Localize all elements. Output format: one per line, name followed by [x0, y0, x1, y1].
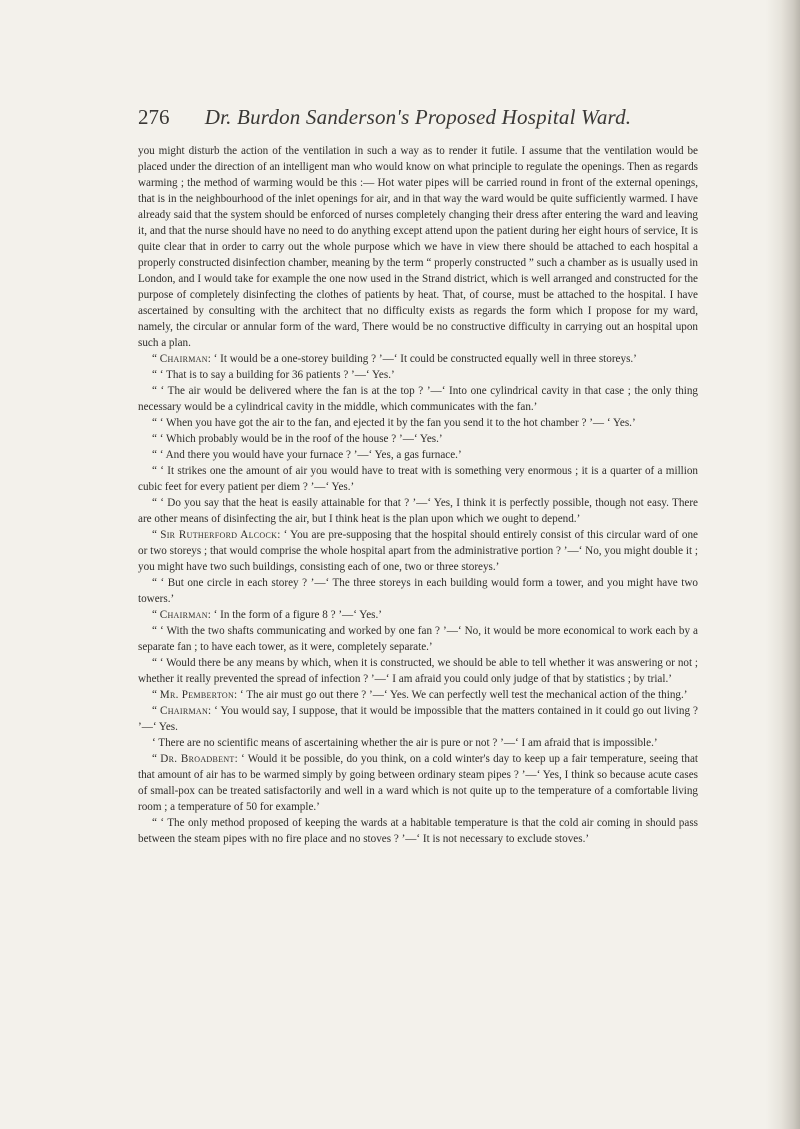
- paragraph: “ ‘ Do you say that the heat is easily attainable for that ? ’—‘ Yes, I think it is perfectly possible, though not easy. There are other means of disinfecting the air, but I think heat is the plan upon which we ought to depend.’: [138, 497, 698, 525]
- paragraph: “ Dr. Broadbent: ‘ Would it be possible, do you think, on a cold winter's day to keep up a fair temperature, seeing that that amount of air has to be warmed simply by going between ordinary steam pipes ? ’—‘ Yes, I think so because acute cases of small-pox can be treated satisfactorily and well in a ward which is not quite up to the temperature of a comfortable living room ; a temperature of 50 for example.’: [138, 753, 699, 813]
- paragraph: “ ‘ Which probably would be in the roof of the house ? ’—‘ Yes.’: [152, 433, 443, 445]
- paragraph: “ Chairman: ‘ In the form of a figure 8 ? ’—‘ Yes.’: [152, 609, 382, 621]
- page-number: 276: [138, 105, 170, 129]
- paragraph: “ ‘ With the two shafts communicating and worked by one fan ? ’—‘ No, it would be more economical to work each by a separate fan ; to have each tower, as it were, completely separate.’: [138, 625, 698, 653]
- page-header: [138, 105, 698, 135]
- speaker-name: Chairman: [159, 353, 208, 365]
- paragraph: “ Sir Rutherford Alcock: ‘ You are pre-supposing that the hospital should entirely consist of this circular ward of one or two storeys ; that would comprise the whole hospital apart from the administrative portion ? ’—‘ No, you might double it ; you might have two such buildings, consisting each of one, two or three storeys.’: [138, 529, 698, 573]
- speaker-name: Chairman: [159, 705, 209, 717]
- speaker-name: Dr. Broadbent: [160, 753, 235, 765]
- paragraph: “ Chairman: ‘ You would say, I suppose, that it would be impossible that the matters contained in it could go out living ? ’—‘ Yes.: [138, 705, 698, 733]
- paragraph: “ ‘ Would there be any means by which, when it is constructed, we should be able to tell whether it was answering or not ; whether it really prevented the spread of infection ? ’—‘ I am afraid you could only judge of that by statistics ; by trial.’: [138, 657, 698, 685]
- paragraph: “ ‘ That is to say a building for 36 patients ? ’—‘ Yes.’: [152, 369, 395, 381]
- running-title: Dr. Burdon Sanderson's Proposed Hospital Ward.: [204, 105, 632, 129]
- body-text: [138, 143, 698, 847]
- paragraph: you might disturb the action of the ventilation in such a way as to render it futile. I assume that the ventilation would be placed under the direction of an intelligent man who would know on what principle to regulate the openings. Then as regards warming ; the method of warming would be this :— Hot water pipes will be carried round in front of the external openings, that is in the neighbourhood of the inlet openings for air, and in that way the ward would be quite sufficiently warmed. I have already said that the system should be enforced of nurses completely changing their dress after entering the ward and leaving it, and that the nurse should have no need to do anything except attend upon the patient during her eight hours of service, It is quite clear that in order to carry out the whole purpose which we have in view there should be attached to each hospital a properly constructed disinfection chamber, meaning by the term “ properly constructed ” such a chamber as is usually used in London, and I would take for example the one now used in the Strand district, which is well arranged and constructed for the purpose of completely disinfecting the clothes of patients by heat. That, of course, must be attached to the hospital. I have ascertained by consulting with the architect that no difficulty exists as regards the form which I propose for my ward, namely, the circular or annular form of the ward, There would be no constructive difficulty in carrying out an hospital upon such a plan.: [138, 145, 698, 349]
- paragraph: “ ‘ And there you would have your furnace ? ’—‘ Yes, a gas furnace.’: [152, 449, 462, 461]
- paragraph: “ Chairman: ‘ It would be a one-storey building ? ’—‘ It could be constructed equally well in three storeys.’: [152, 353, 637, 365]
- paragraph: “ ‘ But one circle in each storey ? ’—‘ The three storeys in each building would form a tower, and you might have two towers.’: [138, 577, 698, 605]
- page-edge-shadow: [766, 0, 800, 1129]
- paragraph: “ ‘ It strikes one the amount of air you would have to treat with is something very enormous ; it is a quarter of a million cubic feet for every patient per diem ? ’—‘ Yes.’: [138, 465, 698, 493]
- paragraph: “ Mr. Pemberton: ‘ The air must go out there ? ’—‘ Yes. We can perfectly well test the mechanical action of the thing.’: [152, 689, 688, 701]
- paragraph: “ ‘ The air would be delivered where the fan is at the top ? ’—‘ Into one cylindrical cavity in that case ; the only thing necessary would be a cylindrical cavity in the middle, which communicates with the fan.’: [138, 385, 698, 413]
- paragraph: “ ‘ The only method proposed of keeping the wards at a habitable temperature is that the cold air coming in should pass between the steam pipes with no fire place and no stoves ? ’—‘ It is not necessary to exclude stoves.’: [138, 817, 698, 845]
- speaker-name: Chairman: [159, 609, 208, 621]
- paragraph: ‘ There are no scientific means of ascertaining whether the air is pure or not ? ’—‘ I am afraid that is impossible.’: [152, 737, 658, 749]
- speaker-name: Sir Rutherford Alcock: [160, 529, 278, 541]
- paragraph: “ ‘ When you have got the air to the fan, and ejected it by the fan you send it to the hot chamber ? ’— ‘ Yes.’: [152, 417, 636, 429]
- speaker-name: Mr. Pemberton: [159, 689, 235, 701]
